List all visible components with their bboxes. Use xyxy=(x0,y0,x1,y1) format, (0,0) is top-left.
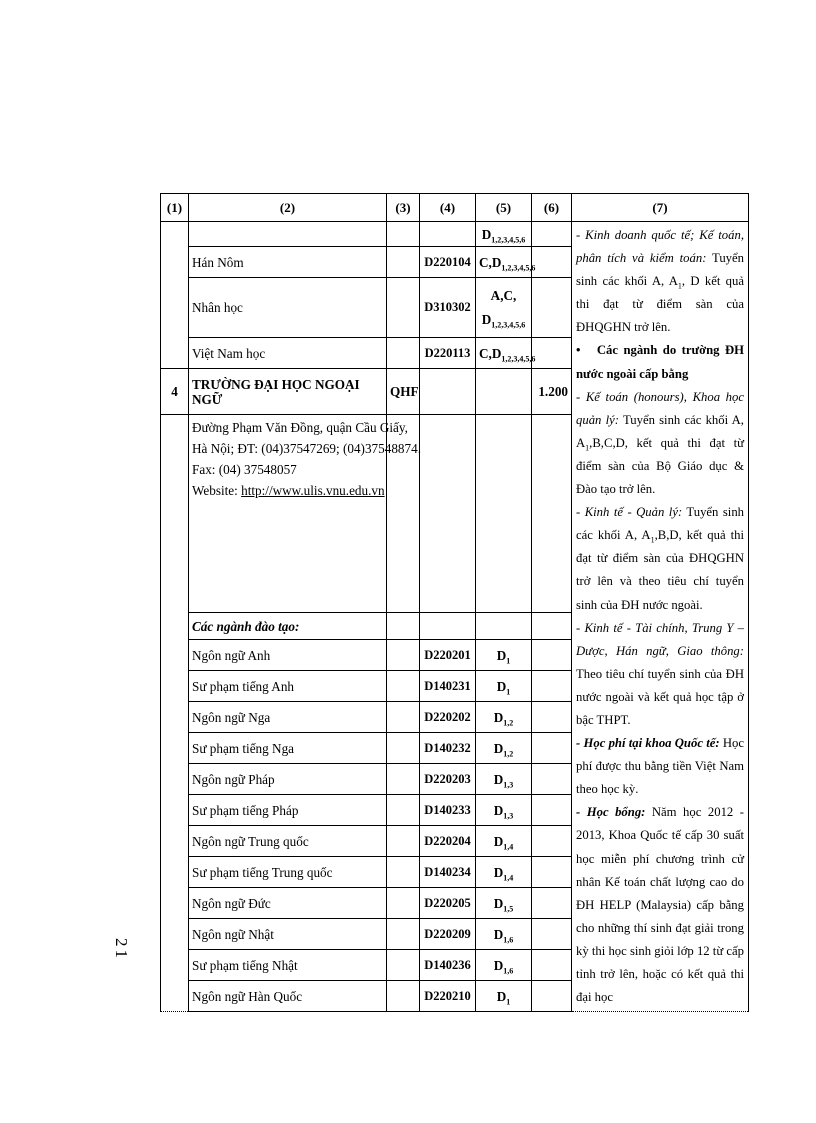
header-col-4: (4) xyxy=(420,194,476,222)
exam-blocks: $C,D_{1,2,3,4,5,6}$ xyxy=(476,338,532,369)
program-code: D220113 xyxy=(420,338,476,369)
program-name: Việt Nam học xyxy=(189,338,387,369)
program-name: Hán Nôm xyxy=(189,247,387,278)
program-code: D140233 xyxy=(420,795,476,826)
program-code: D220204 xyxy=(420,826,476,857)
program-name: Sư phạm tiếng Anh xyxy=(189,671,387,702)
program-code: D220205 xyxy=(420,888,476,919)
header-col-7: (7) xyxy=(572,194,749,222)
program-name: Ngôn ngữ Trung quốc xyxy=(189,826,387,857)
program-code: D140231 xyxy=(420,671,476,702)
exam-blocks: $D_1$ xyxy=(476,981,532,1012)
program-name: Ngôn ngữ Pháp xyxy=(189,764,387,795)
exam-blocks: $D_{1,3}$ xyxy=(476,764,532,795)
program-name: Sư phạm tiếng Nga xyxy=(189,733,387,764)
program-name: Sư phạm tiếng Trung quốc xyxy=(189,857,387,888)
program-code: D220104 xyxy=(420,247,476,278)
exam-blocks: $D_{1,2}$ xyxy=(476,733,532,764)
program-code: D220210 xyxy=(420,981,476,1012)
program-name: Sư phạm tiếng Nhật xyxy=(189,950,387,981)
exam-blocks: $D_{1,4}$ xyxy=(476,857,532,888)
exam-blocks: $D_{1,2,3,4,5,6}$ xyxy=(476,222,532,247)
bullet-icon: • xyxy=(576,343,581,358)
program-code: D140232 xyxy=(420,733,476,764)
header-col-3: (3) xyxy=(387,194,420,222)
school-name: TRƯỜNG ĐẠI HỌC NGOẠI NGỮ xyxy=(189,369,387,415)
header-col-1: (1) xyxy=(161,194,189,222)
exam-blocks: $D_{1,3}$ xyxy=(476,795,532,826)
exam-blocks: $D_{1,6}$ xyxy=(476,919,532,950)
program-code: D220203 xyxy=(420,764,476,795)
header-col-2: (2) xyxy=(189,194,387,222)
exam-blocks: $D_{1,2}$ xyxy=(476,702,532,733)
header-row xyxy=(161,194,749,222)
program-name: Ngôn ngữ Nga xyxy=(189,702,387,733)
program-code: D220201 xyxy=(420,640,476,671)
exam-blocks: $C,D_{1,2,3,4,5,6}$ xyxy=(476,247,532,278)
exam-blocks: $D_{1,4}$ xyxy=(476,826,532,857)
program-name: Ngôn ngữ Hàn Quốc xyxy=(189,981,387,1012)
exam-blocks: $D_{1,5}$ xyxy=(476,888,532,919)
program-code: D220202 xyxy=(420,702,476,733)
exam-blocks: $D_1$ xyxy=(476,671,532,702)
program-code: D140236 xyxy=(420,950,476,981)
program-name xyxy=(189,222,387,247)
header-col-6: (6) xyxy=(532,194,572,222)
program-name: Nhân học xyxy=(189,278,387,338)
school-code: QHF xyxy=(387,369,420,415)
school-number: 4 xyxy=(161,369,189,415)
school-address: Đường Phạm Văn Đồng, quận Cầu Giấy, Hà Nội; ĐT: (04)37547269; (04)37548874. Fax: (04) 37548057 Website: http://www.ulis.vnu.edu.vn xyxy=(189,415,387,613)
program-name: Ngôn ngữ Đức xyxy=(189,888,387,919)
website-link[interactable]: http://www.ulis.vnu.edu.vn xyxy=(241,483,385,498)
admissions-table xyxy=(160,193,749,1012)
program-code: D310302 xyxy=(420,278,476,338)
program-code xyxy=(420,222,476,247)
program-code: D140234 xyxy=(420,857,476,888)
exam-blocks: $D_{1,6}$ xyxy=(476,950,532,981)
program-code: D220209 xyxy=(420,919,476,950)
programs-heading: Các ngành đào tạo: xyxy=(189,613,387,640)
page-number: 21 xyxy=(112,938,131,961)
exam-blocks: $D_1$ xyxy=(476,640,532,671)
notes-column: - Kinh doanh quốc tế; Kế toán, phân tích và kiểm toán: Tuyển sinh các khối A, $A_1$, D kết quả thi đạt từ điểm sàn của ĐHQGHN trở lên. • Các ngành do trường ĐH nước ngoài cấp bằng - Kế toán (honours), Khoa học quản lý: Tuyển sinh các khối A, $A_1,B,C,D$, kết quả thi đạt từ điểm sàn của Bộ Giáo dục & Đào tạo trở lên. - Kinh tế - Quản lý: Tuyển sinh các khối A, $A_1,B,D$, kết quả thi đạt từ điểm sàn của ĐHQGHN trở lên và theo tiêu chí tuyển sinh của ĐH nước ngoài. - Kinh tế - Tài chính, Trung Y – Dược, Hán ngữ, Giao thông: Theo tiêu chí tuyển sinh của ĐH nước ngoài và kết quả học tập ở bậc THPT. - Học phí tại khoa Quốc tế: Học phí được thu bằng tiền Việt Nam theo học kỳ. - Học bổng: Năm học 2012 - 2013, Khoa Quốc tế cấp 30 suất học miễn phí chương trình cử nhân Kế toán chất lượng cao do ĐH HELP (Malaysia) cấp bằng cho những thí sinh đạt giải trong kỳ thi học sinh giỏi lớp 12 từ cấp tỉnh trở lên, hoặc có kết quả thi đại học xyxy=(572,222,749,1012)
school-quota: 1.200 xyxy=(532,369,572,415)
header-col-5: (5) xyxy=(476,194,532,222)
table-row xyxy=(161,222,749,247)
program-name: Ngôn ngữ Nhật xyxy=(189,919,387,950)
exam-blocks: A,C, $D_{1,2,3,4,5,6}$ xyxy=(476,278,532,338)
program-name: Ngôn ngữ Anh xyxy=(189,640,387,671)
program-name: Sư phạm tiếng Pháp xyxy=(189,795,387,826)
